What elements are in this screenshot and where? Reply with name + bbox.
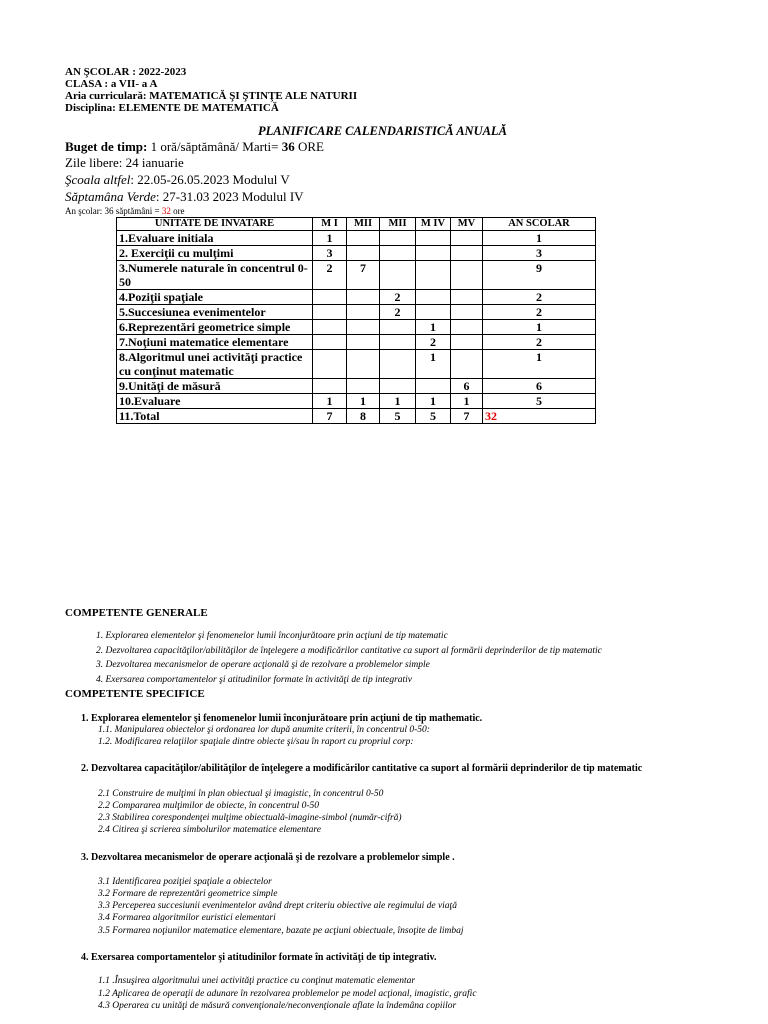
table-row bbox=[117, 394, 596, 409]
cs-item: 2.2 Compararea mulţimilor de obiecte, în concentrul 0-50 bbox=[98, 801, 320, 811]
cell-m5 bbox=[451, 231, 483, 246]
buget-num: 36 bbox=[281, 139, 295, 154]
unit-name: 2. Exerciţii cu mulţimi bbox=[117, 246, 313, 261]
table-row bbox=[117, 379, 596, 394]
cs-item: 3.5 Formarea noţiunilor matematice elementare, bazate pe acţiuni obiectuale, însoţite de limbaj bbox=[98, 926, 464, 936]
saptamana-verde-line bbox=[65, 189, 304, 205]
cs-item: 2.4 Citirea şi scrierea simbolurilor matematice elementare bbox=[98, 825, 321, 835]
cell-total: 9 bbox=[483, 261, 596, 290]
cell-m3: 2 bbox=[380, 305, 416, 320]
unit-name: 5.Succesiunea evenimentelor bbox=[117, 305, 313, 320]
cell-m2 bbox=[347, 231, 380, 246]
scoala-altfel-line bbox=[65, 172, 290, 188]
unit-name: 3.Numerele naturale în concentrul 0-50 bbox=[117, 261, 313, 290]
header-an-scolar: AN SCOLAR bbox=[483, 218, 596, 231]
unit-name: 4.Poziţii spaţiale bbox=[117, 290, 313, 305]
cell-m1: 3 bbox=[313, 246, 347, 261]
cell-m2 bbox=[347, 350, 380, 379]
cell-m4: 1 bbox=[416, 394, 451, 409]
cs-item: 3.3 Perceperea succesiunii evenimentelor având drept criteriu obiective ale regimului de viaţă bbox=[98, 901, 457, 911]
cs-item: 1.2 Aplicarea de operaţii de adunare în rezolvarea problemelor pe model acţional, imagistic, grafic bbox=[98, 989, 477, 999]
scoala-value: : 22.05-26.05.2023 Modulul V bbox=[130, 172, 290, 187]
cs-item: 2.1 Construire de mulţimi în plan obiectual şi imagistic, în concentrul 0-50 bbox=[98, 789, 384, 799]
cell-m4 bbox=[416, 246, 451, 261]
competente-generale-title: COMPETENTE GENERALE bbox=[65, 607, 208, 619]
disciplina-line: Disciplina: ELEMENTE DE MATEMATICĂ bbox=[65, 102, 279, 114]
cell-m3 bbox=[380, 246, 416, 261]
cell-m5 bbox=[451, 350, 483, 379]
cell-m3 bbox=[380, 261, 416, 290]
cg-item: 4. Exersarea comportamentelor şi atitudinilor formate în activităţi de tip integrativ bbox=[96, 675, 413, 685]
unit-name: 9.Unităţi de măsură bbox=[117, 379, 313, 394]
table-row bbox=[117, 261, 596, 290]
planning-table bbox=[116, 217, 596, 424]
competente-specifice-title: COMPETENTE SPECIFICE bbox=[65, 688, 205, 700]
cell-m2 bbox=[347, 305, 380, 320]
cell-m2 bbox=[347, 335, 380, 350]
cs-item: 1.2. Modificarea relaţiilor spaţiale dintre obiecte şi/sau în raport cu propriul corp: bbox=[98, 737, 414, 747]
cell-m1 bbox=[313, 350, 347, 379]
cell-m1 bbox=[313, 290, 347, 305]
cell-m4: 5 bbox=[416, 409, 451, 424]
scoala-label: Şcoala altfel bbox=[65, 172, 131, 187]
cell-m2: 1 bbox=[347, 394, 380, 409]
cg-item: 1. Explorarea elementelor şi fenomenelor lumii înconjurătoare prin acţiuni de tip matematic bbox=[96, 631, 448, 641]
cell-m2 bbox=[347, 246, 380, 261]
header-m2: MII bbox=[347, 218, 380, 231]
an-scolar-small-unit: ore bbox=[170, 206, 185, 216]
cell-m5 bbox=[451, 335, 483, 350]
aria-line: Aria curriculară: MATEMATICĂ ŞI ŞTINŢE ALE NATURII bbox=[65, 90, 358, 102]
buget-line bbox=[65, 139, 324, 155]
an-scolar-small-num: 32 bbox=[161, 206, 171, 216]
cell-m1: 1 bbox=[313, 231, 347, 246]
saptamana-value: : 27-31.03 2023 Modulul IV bbox=[155, 189, 304, 204]
unit-name: 7.Noţiuni matematice elementare bbox=[117, 335, 313, 350]
table-row-total bbox=[117, 409, 596, 424]
cell-total: 2 bbox=[483, 335, 596, 350]
unit-name: 1.Evaluare initiala bbox=[117, 231, 313, 246]
cell-total: 2 bbox=[483, 305, 596, 320]
cell-total: 5 bbox=[483, 394, 596, 409]
cell-m2 bbox=[347, 290, 380, 305]
cell-m1: 2 bbox=[313, 261, 347, 290]
table-row bbox=[117, 231, 596, 246]
cell-m1: 7 bbox=[313, 409, 347, 424]
table-row bbox=[117, 320, 596, 335]
cs-item: 4.3 Operarea cu unităţi de măsură convenţionale/neconvenţionale aflate la îndemâna copiilor bbox=[98, 1001, 457, 1011]
cell-m3: 5 bbox=[380, 409, 416, 424]
unit-name: 6.Reprezentări geometrice simple bbox=[117, 320, 313, 335]
cs-heading: 2. Dezvoltarea capacităţilor/abilităţilor de înţelegere a modificărilor cantitative ca suport al formării deprinderilor de tip matematic bbox=[81, 763, 643, 774]
cell-m5 bbox=[451, 320, 483, 335]
header-m3: MII bbox=[380, 218, 416, 231]
cell-m2 bbox=[347, 379, 380, 394]
header-m4: M IV bbox=[416, 218, 451, 231]
an-scolar-small-line bbox=[65, 206, 185, 216]
cell-m3 bbox=[380, 231, 416, 246]
cell-m2 bbox=[347, 320, 380, 335]
cell-total-grand: 32 bbox=[483, 409, 596, 424]
header-m5: MV bbox=[451, 218, 483, 231]
cell-m4 bbox=[416, 379, 451, 394]
cs-item: 3.2 Formare de reprezentări geometrice simple bbox=[98, 889, 278, 899]
cs-item: 3.4 Formarea algoritmilor euristici elementari bbox=[98, 913, 276, 923]
cg-item: 3. Dezvoltarea mecanismelor de operare acţională şi de rezolvare a problemelor simple bbox=[96, 660, 430, 670]
header-unitate: UNITATE DE INVATARE bbox=[117, 218, 313, 231]
cell-m4: 1 bbox=[416, 350, 451, 379]
table-row bbox=[117, 246, 596, 261]
cell-m5 bbox=[451, 261, 483, 290]
cell-m3: 2 bbox=[380, 290, 416, 305]
cell-m5 bbox=[451, 305, 483, 320]
cs-heading: 4. Exersarea comportamentelor şi atitudinilor formate în activităţi de tip integrativ. bbox=[81, 952, 437, 963]
cell-total: 1 bbox=[483, 231, 596, 246]
cell-m4 bbox=[416, 305, 451, 320]
cell-m5: 7 bbox=[451, 409, 483, 424]
cs-item: 3.1 Identificarea poziţiei spaţiale a obiectelor bbox=[98, 877, 272, 887]
cell-m3 bbox=[380, 350, 416, 379]
cell-m2: 8 bbox=[347, 409, 380, 424]
header-m1: M I bbox=[313, 218, 347, 231]
table-row bbox=[117, 335, 596, 350]
buget-label: Buget de timp: bbox=[65, 139, 148, 154]
cs-heading: 1. Explorarea elementelor şi fenomenelor lumii înconjurătoare prin acţiuni de tip mathematic. bbox=[81, 713, 483, 724]
cell-total: 1 bbox=[483, 320, 596, 335]
cs-item: 1.1. Manipularea obiectelor şi ordonarea lor după anumite criterii, în concentrul 0-50: bbox=[98, 725, 430, 735]
table-row bbox=[117, 290, 596, 305]
cg-item: 2. Dezvoltarea capacităţilor/abilităţilor de înţelegere a modificărilor cantitative ca suport al formării deprinderilor de tip matematic bbox=[96, 646, 602, 656]
cell-m4: 1 bbox=[416, 320, 451, 335]
cell-total: 1 bbox=[483, 350, 596, 379]
cell-m3 bbox=[380, 379, 416, 394]
cell-m3: 1 bbox=[380, 394, 416, 409]
unit-name: 10.Evaluare bbox=[117, 394, 313, 409]
table-header-row bbox=[117, 218, 596, 231]
cell-m5: 1 bbox=[451, 394, 483, 409]
cell-m1 bbox=[313, 305, 347, 320]
cell-m1 bbox=[313, 335, 347, 350]
unit-name: 8.Algoritmul unei activităţi practice cu conţinut matematic bbox=[117, 350, 313, 379]
cell-m5 bbox=[451, 290, 483, 305]
cell-m3 bbox=[380, 335, 416, 350]
cell-m4: 2 bbox=[416, 335, 451, 350]
buget-unit: ORE bbox=[294, 139, 324, 154]
an-scolar-line: AN ŞCOLAR : 2022-2023 bbox=[65, 66, 187, 78]
an-scolar-small-text: An şcolar: 36 săptămâni = bbox=[65, 206, 162, 216]
cell-m4 bbox=[416, 231, 451, 246]
clasa-line: CLASA : a VII- a A bbox=[65, 78, 158, 90]
cell-m1: 1 bbox=[313, 394, 347, 409]
unit-name: 11.Total bbox=[117, 409, 313, 424]
table-row bbox=[117, 305, 596, 320]
cell-m4 bbox=[416, 290, 451, 305]
zile-libere-line: Zile libere: 24 ianuarie bbox=[65, 155, 184, 170]
cell-m1 bbox=[313, 320, 347, 335]
cell-m2: 7 bbox=[347, 261, 380, 290]
cell-total: 3 bbox=[483, 246, 596, 261]
cell-m5 bbox=[451, 246, 483, 261]
cell-total: 6 bbox=[483, 379, 596, 394]
cell-m3 bbox=[380, 320, 416, 335]
cell-m4 bbox=[416, 261, 451, 290]
cs-item: 2.3 Stabilirea corespondenţei mulţime obiectuală-imagine-simbol (număr-cifră) bbox=[98, 813, 402, 823]
page-title: PLANIFICARE CALENDARISTICĂ ANUALĂ bbox=[258, 124, 507, 138]
saptamana-label: Săptamâna Verde bbox=[65, 189, 156, 204]
table-row bbox=[117, 350, 596, 379]
buget-mid: 1 oră/săptămână/ Marti= bbox=[147, 139, 282, 154]
cs-heading: 3. Dezvoltarea mecanismelor de operare acţională şi de rezolvare a problemelor simple . bbox=[81, 852, 455, 863]
cs-item: 1.1 .Însuşirea algoritmului unei activităţi practice cu conţinut matematic elementar bbox=[98, 976, 416, 986]
cell-m5: 6 bbox=[451, 379, 483, 394]
cell-total: 2 bbox=[483, 290, 596, 305]
cell-m1 bbox=[313, 379, 347, 394]
